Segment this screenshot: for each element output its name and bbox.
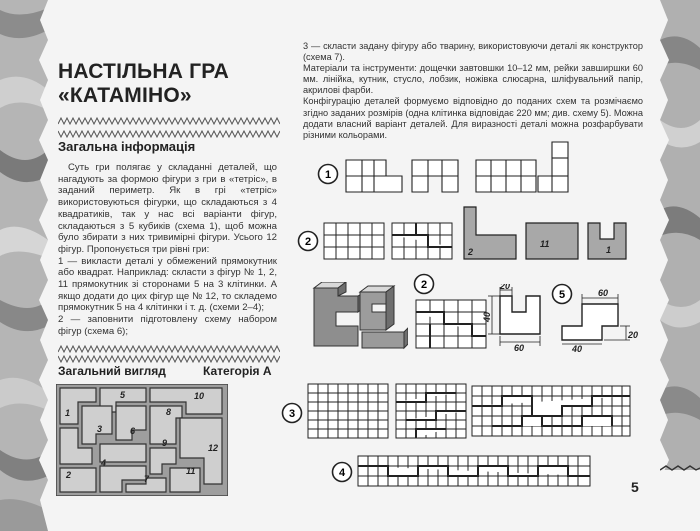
piece-number: 11 (540, 239, 550, 249)
category-label: Категорія А (203, 364, 272, 378)
dimension-label: 40 (482, 311, 492, 322)
game-board-diagram (56, 384, 228, 496)
piece-number: 5 (120, 390, 126, 400)
3d-pieces-illustration (300, 282, 408, 352)
title-line-2: «КАТАМІНО» (58, 84, 192, 107)
paragraph: Матеріали та інструменти: дощечки завтовшки 10–12 мм, рейки завширшки 60 мм. лінійка, кутник, стусло, лобзик, ножівка слюсарна, шліфувальний папір, акрилові фарби. (303, 63, 643, 96)
paragraph: Суть гри полягає у складанні деталей, що нагадують за формою фігури з гри в «тетріс», в заданий периметр. Як в грі «тетріс» використовуються фігурки, що складаються з 4 квадратиків, так у нас всі варіанти фігур, складаються з 5 кубиків (схема 1), щоб можна було збирати з них тривимірні фігури. Усього 12 фігур. Пропонується три рівні гри: (58, 162, 277, 255)
scheme-number: 4 (338, 467, 346, 479)
decorative-zigzag (58, 130, 280, 138)
paragraph: Конфігурацію деталей формуємо відповідно до поданих схем та розмічаємо згідно заданих розмірів (одна клітинка відповідає 220 мм; див. схему 5). Можна додати власний варіант деталей. Для виразності деталі можна розфарбувати різними кольорами. (303, 96, 643, 140)
wood-texture-right (660, 0, 700, 531)
instructions-text (303, 41, 643, 141)
piece-number: 2 (468, 247, 474, 257)
scheme-number: 3 (288, 408, 296, 420)
scheme-3-diagram (280, 380, 640, 440)
decorative-zigzag (58, 117, 280, 125)
piece-number: 6 (130, 426, 136, 436)
page-title (58, 60, 278, 108)
paragraph: 2 — заповнити підготовлену схему набором фігур (схема 6); (58, 314, 277, 337)
piece-number: 9 (162, 438, 168, 448)
section-heading-general-info: Загальна інформація (58, 139, 196, 154)
piece-number: 8 (166, 407, 172, 417)
general-view-label: Загальний вигляд (58, 364, 166, 378)
dimension-drawing-1 (478, 284, 548, 352)
page-number: 5 (631, 479, 639, 495)
decorative-zigzag (58, 345, 280, 353)
scheme-number: 1 (324, 169, 332, 181)
piece-number: 11 (186, 466, 196, 476)
dimension-label: 40 (572, 344, 583, 354)
dimension-label: 20 (628, 330, 639, 340)
piece-number: 10 (194, 391, 205, 401)
piece-number: 7 (144, 474, 150, 484)
piece-number: 3 (97, 424, 103, 434)
decorative-zigzag (58, 355, 280, 363)
piece-number: 1 (65, 408, 71, 418)
scheme-2-diagram (296, 205, 646, 261)
piece-number: 12 (208, 443, 219, 453)
dimension-label: 20 (500, 284, 511, 291)
piece-number: 2 (66, 470, 72, 480)
piece-number: 4 (101, 458, 107, 468)
scheme-number: 2 (420, 279, 428, 291)
dimension-label: 60 (598, 288, 609, 298)
scheme-1-diagram (316, 140, 586, 202)
paragraph: 1 — викласти деталі у обмежений прямокутник або квадрат. Наприклад: скласти з фігур № 1, 2, 11 прямокутник зі сторонами 5 на 3 клітинки. А якщо додати до цих фігур ще № 12, то складемо прямокутник 5 на 4 клітинки і т. д. (схеми 2–4); (58, 255, 277, 314)
scheme-number: 5 (558, 289, 566, 301)
wood-texture-left (0, 0, 48, 531)
dimension-label: 60 (514, 343, 525, 352)
piece-number: 1 (606, 245, 612, 255)
scheme-4-diagram (330, 452, 592, 488)
title-line-1: НАСТІЛЬНА ГРА (58, 60, 229, 83)
scheme-5-diagram (548, 282, 648, 354)
scheme-number: 2 (304, 236, 312, 248)
paragraph: 3 — скласти задану фігуру або тварину, використовуючи деталі як конструктор (схема 7). (303, 41, 643, 63)
general-info-text (58, 162, 277, 338)
